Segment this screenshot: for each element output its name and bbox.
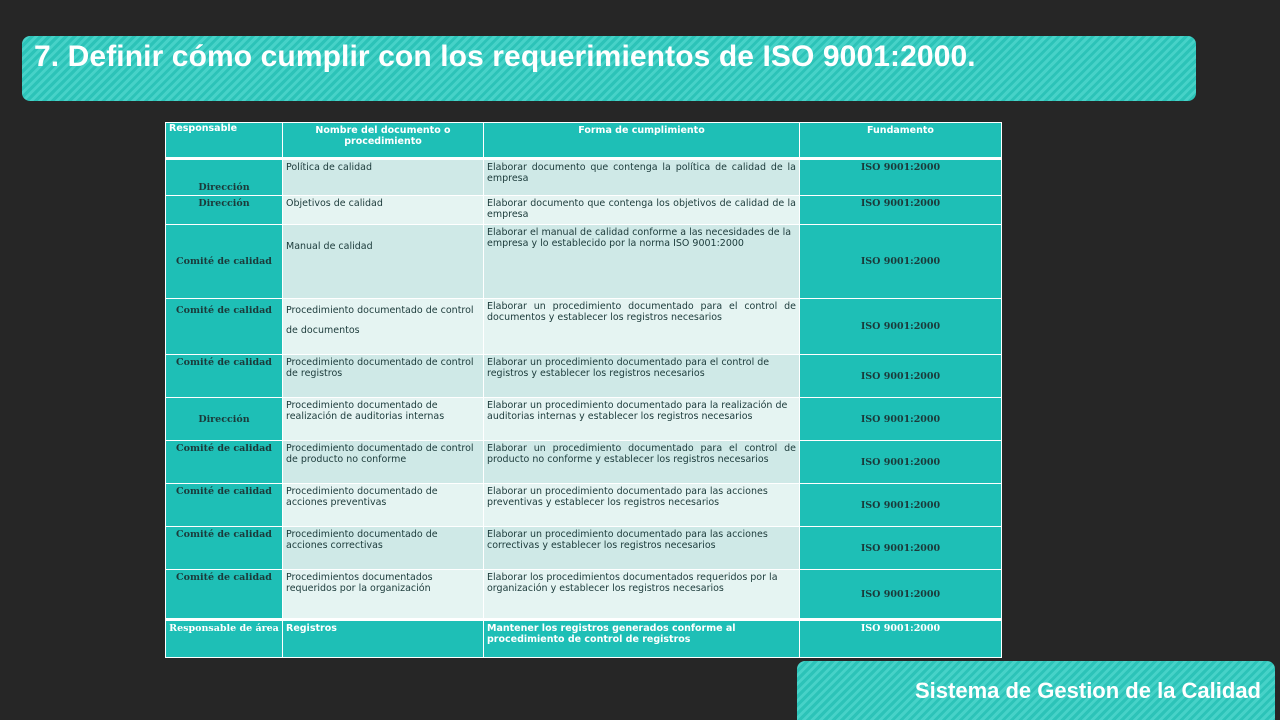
cell-documento: Procedimientos documentados requeridos por la organización bbox=[283, 570, 484, 620]
cell-fundamento: ISO 9001:2000 bbox=[800, 225, 1002, 299]
table-row bbox=[166, 620, 1002, 658]
table-row bbox=[166, 527, 1002, 570]
cell-documento: Objetivos de calidad bbox=[283, 196, 484, 225]
table-row bbox=[166, 225, 1002, 299]
cell-forma: Elaborar documento que contenga la política de calidad de la empresa bbox=[484, 159, 800, 196]
cell-documento: Procedimiento documentado de control de documentos bbox=[283, 299, 484, 355]
cell-documento: Procedimiento documentado de control de producto no conforme bbox=[283, 441, 484, 484]
table-header-row bbox=[166, 123, 1002, 159]
header-documento: Nombre del documento o procedimiento bbox=[283, 123, 484, 159]
cell-responsable: Dirección bbox=[166, 196, 283, 225]
table-row bbox=[166, 398, 1002, 441]
cell-fundamento: ISO 9001:2000 bbox=[800, 196, 1002, 225]
cell-responsable: Dirección bbox=[166, 398, 283, 441]
footer-banner bbox=[797, 661, 1275, 720]
cell-responsable: Comité de calidad bbox=[166, 355, 283, 398]
cell-fundamento: ISO 9001:2000 bbox=[800, 484, 1002, 527]
table-row bbox=[166, 355, 1002, 398]
cell-documento: Registros bbox=[283, 620, 484, 658]
header-fundamento: Fundamento bbox=[800, 123, 1002, 159]
cell-forma: Elaborar los procedimientos documentados requeridos por la organización y establecer los registros necesarios bbox=[484, 570, 800, 620]
cell-documento: Procedimiento documentado de control de registros bbox=[283, 355, 484, 398]
cell-fundamento: ISO 9001:2000 bbox=[800, 398, 1002, 441]
cell-fundamento: ISO 9001:2000 bbox=[800, 441, 1002, 484]
cell-forma: Mantener los registros generados conforme al procedimiento de control de registros bbox=[484, 620, 800, 658]
table-row bbox=[166, 196, 1002, 225]
cell-responsable: Comité de calidad bbox=[166, 225, 283, 299]
cell-responsable: Comité de calidad bbox=[166, 570, 283, 620]
cell-responsable: Comité de calidad bbox=[166, 299, 283, 355]
title-banner bbox=[22, 36, 1196, 101]
cell-forma: Elaborar un procedimiento documentado para la realización de auditorias internas y establecer los registros necesarios bbox=[484, 398, 800, 441]
cell-fundamento: ISO 9001:2000 bbox=[800, 527, 1002, 570]
cell-documento: Manual de calidad bbox=[283, 225, 484, 299]
cell-responsable: Comité de calidad bbox=[166, 484, 283, 527]
cell-forma: Elaborar documento que contenga los objetivos de calidad de la empresa bbox=[484, 196, 800, 225]
table-row bbox=[166, 441, 1002, 484]
cell-documento: Procedimiento documentado de realización de auditorias internas bbox=[283, 398, 484, 441]
cell-documento: Política de calidad bbox=[283, 159, 484, 196]
cell-documento: Procedimiento documentado de acciones correctivas bbox=[283, 527, 484, 570]
footer-title: Sistema de Gestion de la Calidad bbox=[915, 678, 1261, 703]
cell-documento: Procedimiento documentado de acciones preventivas bbox=[283, 484, 484, 527]
cell-fundamento: ISO 9001:2000 bbox=[800, 159, 1002, 196]
cell-forma: Elaborar un procedimiento documentado para el control de registros y establecer los registros necesarios bbox=[484, 355, 800, 398]
cell-forma: Elaborar un procedimiento documentado para las acciones correctivas y establecer los registros necesarios bbox=[484, 527, 800, 570]
cell-fundamento: ISO 9001:2000 bbox=[800, 570, 1002, 620]
cell-forma: Elaborar un procedimiento documentado para el control de documentos y establecer los registros necesarios bbox=[484, 299, 800, 355]
header-forma: Forma de cumplimiento bbox=[484, 123, 800, 159]
table-row bbox=[166, 299, 1002, 355]
header-responsable: Responsable bbox=[166, 123, 283, 159]
cell-forma: Elaborar un procedimiento documentado para las acciones preventivas y establecer los registros necesarios bbox=[484, 484, 800, 527]
cell-responsable: Responsable de área bbox=[166, 620, 283, 658]
cell-forma: Elaborar el manual de calidad conforme a las necesidades de la empresa y lo establecido por la norma ISO 9001:2000 bbox=[484, 225, 800, 299]
cell-fundamento: ISO 9001:2000 bbox=[800, 299, 1002, 355]
slide-title: 7. Definir cómo cumplir con los requerimientos de ISO 9001:2000. bbox=[34, 40, 976, 73]
cell-responsable: Comité de calidad bbox=[166, 527, 283, 570]
cell-responsable: Dirección bbox=[166, 159, 283, 196]
table-row bbox=[166, 159, 1002, 196]
table-row bbox=[166, 484, 1002, 527]
cell-fundamento: ISO 9001:2000 bbox=[800, 620, 1002, 658]
table-row bbox=[166, 570, 1002, 620]
requirements-table bbox=[165, 122, 1002, 658]
cell-responsable: Comité de calidad bbox=[166, 441, 283, 484]
cell-forma: Elaborar un procedimiento documentado para el control de producto no conforme y establecer los registros necesarios bbox=[484, 441, 800, 484]
cell-fundamento: ISO 9001:2000 bbox=[800, 355, 1002, 398]
